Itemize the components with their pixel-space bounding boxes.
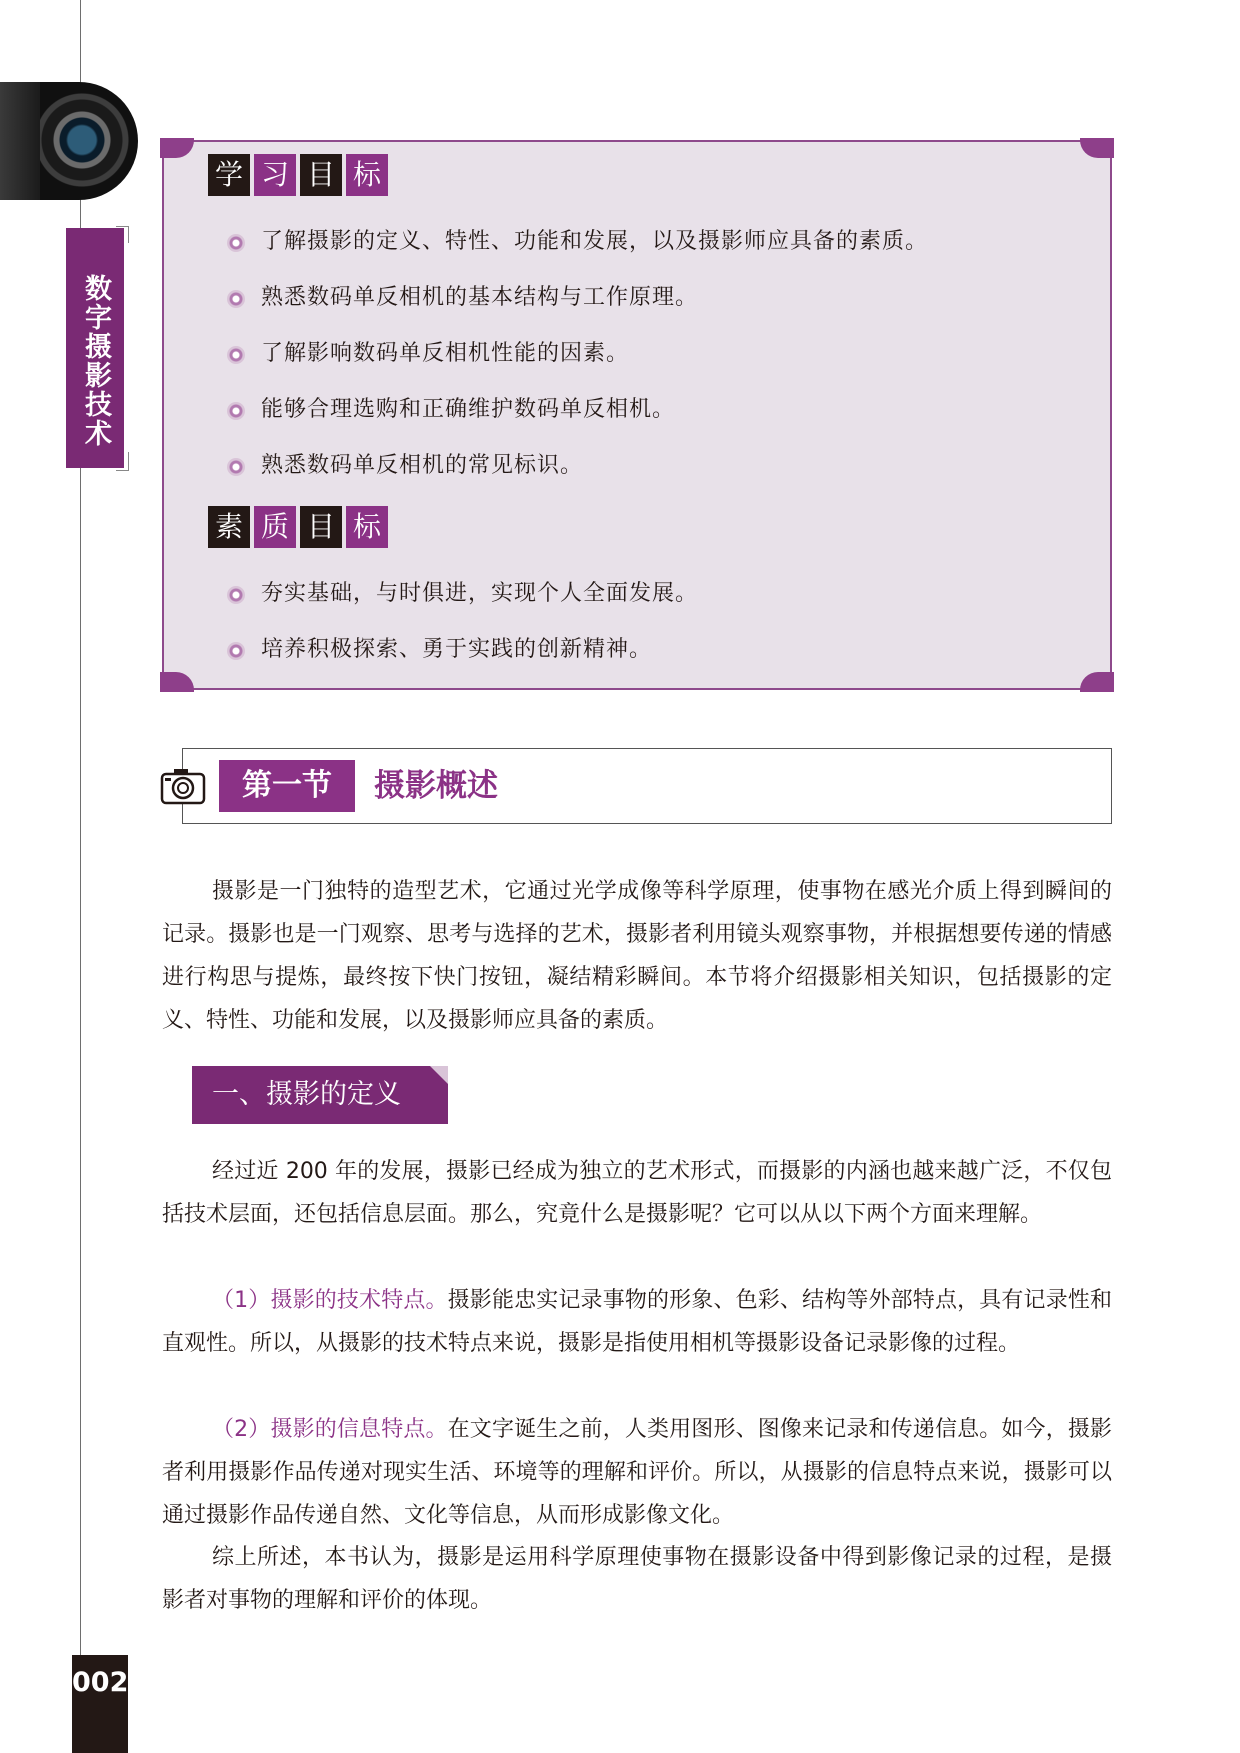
bullet-icon — [227, 586, 245, 604]
conclusion-paragraph: 综上所述，本书认为，摄影是运用科学原理使事物在摄影设备中得到影像记录的过程，是摄影者对事物的理解和评价的体现。 — [162, 1545, 1112, 1613]
bullet-icon — [227, 290, 245, 308]
paragraph-point-2: （2）摄影的信息特点。在文字诞生之前，人类用图形、图像来记录和传递信息。如今，摄影者利用摄影作品传递对现实生活、环境等的理解和评价。所以，从摄影的信息特点来说，摄影可以通过摄影作品传递自然、文化等信息，从而形成影像文化。 — [162, 1417, 1112, 1528]
quality-objectives-heading — [208, 506, 388, 548]
section-intro-paragraph: 摄影是一门独特的造型艺术，它通过光学成像等科学原理，使事物在感光介质上得到瞬间的记录。摄影也是一门观察、思考与选择的艺术，摄影者利用镜头观察事物，并根据想要传递的情感进行构思与提炼，最终按下快门按钮，凝结精彩瞬间。本节将介绍摄影相关知识，包括摄影的定义、特性、功能和发展，以及摄影师应具备的素质。 — [162, 879, 1112, 1033]
quality-objectives-list — [225, 574, 698, 686]
learning-objectives-heading — [208, 154, 388, 196]
bullet-icon — [227, 234, 245, 252]
list-item: 了解摄影的定义、特性、功能和发展，以及摄影师应具备的素质。 — [225, 222, 928, 278]
list-item: 了解影响数码单反相机性能的因素。 — [225, 334, 928, 390]
point-label: （2）摄影的信息特点。 — [212, 1417, 448, 1442]
heading-char: 标 — [346, 154, 388, 196]
heading-char: 目 — [300, 506, 342, 548]
heading-char: 标 — [346, 506, 388, 548]
learning-objectives-list — [225, 222, 928, 502]
camera-lens-image — [0, 82, 138, 200]
heading-char: 目 — [300, 154, 342, 196]
bracket-top — [116, 226, 129, 243]
bullet-icon — [227, 346, 245, 364]
camera-icon — [160, 766, 206, 806]
subsection-heading: 一、摄影的定义 — [192, 1066, 448, 1124]
heading-char: 习 — [254, 154, 296, 196]
page-number: 002 — [72, 1655, 128, 1753]
paragraph-point-1: （1）摄影的技术特点。摄影能忠实记录事物的形象、色彩、结构等外部特点，具有记录性和直观性。所以，从摄影的技术特点来说，摄影是指使用相机等摄影设备记录影像的过程。 — [162, 1288, 1112, 1356]
list-item: 能够合理选购和正确维护数码单反相机。 — [225, 390, 928, 446]
bullet-icon — [227, 642, 245, 660]
book-title-vertical: 数字摄影技术 — [66, 228, 124, 468]
section-number: 第一节 — [219, 760, 355, 812]
point-label: （1）摄影的技术特点。 — [212, 1288, 448, 1313]
section-title: 摄影概述 — [374, 768, 498, 804]
list-item: 熟悉数码单反相机的常见标识。 — [225, 446, 928, 502]
bracket-bottom — [116, 452, 129, 471]
list-item: 熟悉数码单反相机的基本结构与工作原理。 — [225, 278, 928, 334]
paragraph: 经过近 200 年的发展，摄影已经成为独立的艺术形式，而摄影的内涵也越来越广泛，不仅包括技术层面，还包括信息层面。那么，究竟什么是摄影呢？它可以从以下两个方面来理解。 — [162, 1159, 1112, 1227]
bullet-icon — [227, 402, 245, 420]
list-item: 培养积极探索、勇于实践的创新精神。 — [225, 630, 698, 686]
list-item: 夯实基础，与时俱进，实现个人全面发展。 — [225, 574, 698, 630]
heading-char: 学 — [208, 154, 250, 196]
heading-char: 质 — [254, 506, 296, 548]
bullet-icon — [227, 458, 245, 476]
heading-char: 素 — [208, 506, 250, 548]
